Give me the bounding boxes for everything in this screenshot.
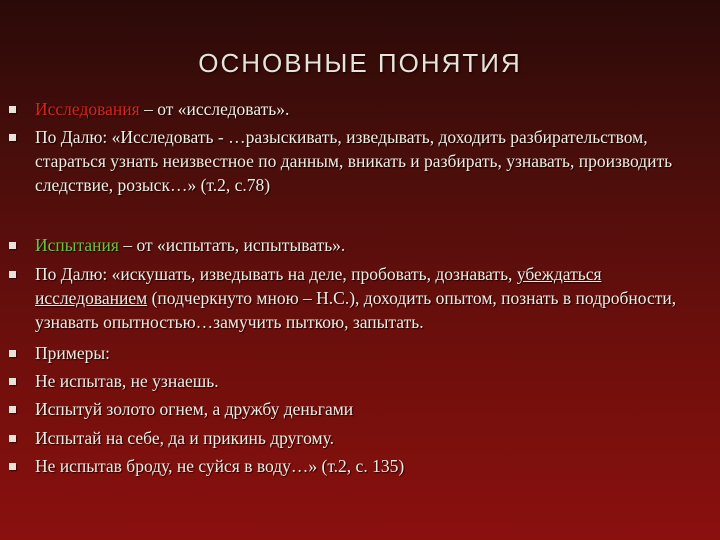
square-bullet-icon [9,134,16,141]
item-text: По Далю: «Исследовать - …разыскивать, изведывать, доходить разбирательством, стараться узнать неизвестное по данным, вникать и разбирать, узнавать, производить следствие, розыск…» (т.2, с.78) [35,127,673,195]
square-bullet-icon [9,463,16,470]
list-item [35,454,710,478]
item-text: – от «исследовать». [139,99,290,119]
square-bullet-icon [9,271,16,278]
underlined-phrase: убеждаться исследованием [35,264,602,308]
item-text: (подчеркнуто мною – Н.С.), доходить опытом, познать в подробности, узнавать опытностью…замучить пыткою, запытать. [35,288,677,332]
item-text: По Далю: «искушать, изведывать на деле, пробовать, дознавать, [35,264,517,284]
list-item [35,97,710,121]
item-text: Испытуй золото огнем, а дружбу деньгами [35,399,354,419]
list-item [35,369,710,393]
square-bullet-icon [9,435,16,442]
square-bullet-icon [9,378,16,385]
item-text: Испытай на себе, да и прикинь другому. [35,428,334,448]
list-item [35,426,710,450]
item-text: – от «испытать, испытывать». [118,235,346,255]
square-bullet-icon [9,242,16,249]
list-item [35,262,710,334]
square-bullet-icon [9,350,16,357]
list-item [35,125,710,197]
term-research: Исследования [35,99,140,119]
list-item [35,341,710,365]
item-text: Не испытав броду, не суйся в воду…» (т.2, с. 135) [35,456,405,476]
list-item [35,397,710,421]
item-text: Не испытав, не узнаешь. [35,371,219,391]
term-testing: Испытания [35,235,119,255]
list-item [35,233,710,257]
square-bullet-icon [9,106,16,113]
square-bullet-icon [9,406,16,413]
item-text: Примеры: [35,343,110,363]
slide-title: ОСНОВНЫЕ ПОНЯТИЯ [198,48,522,78]
